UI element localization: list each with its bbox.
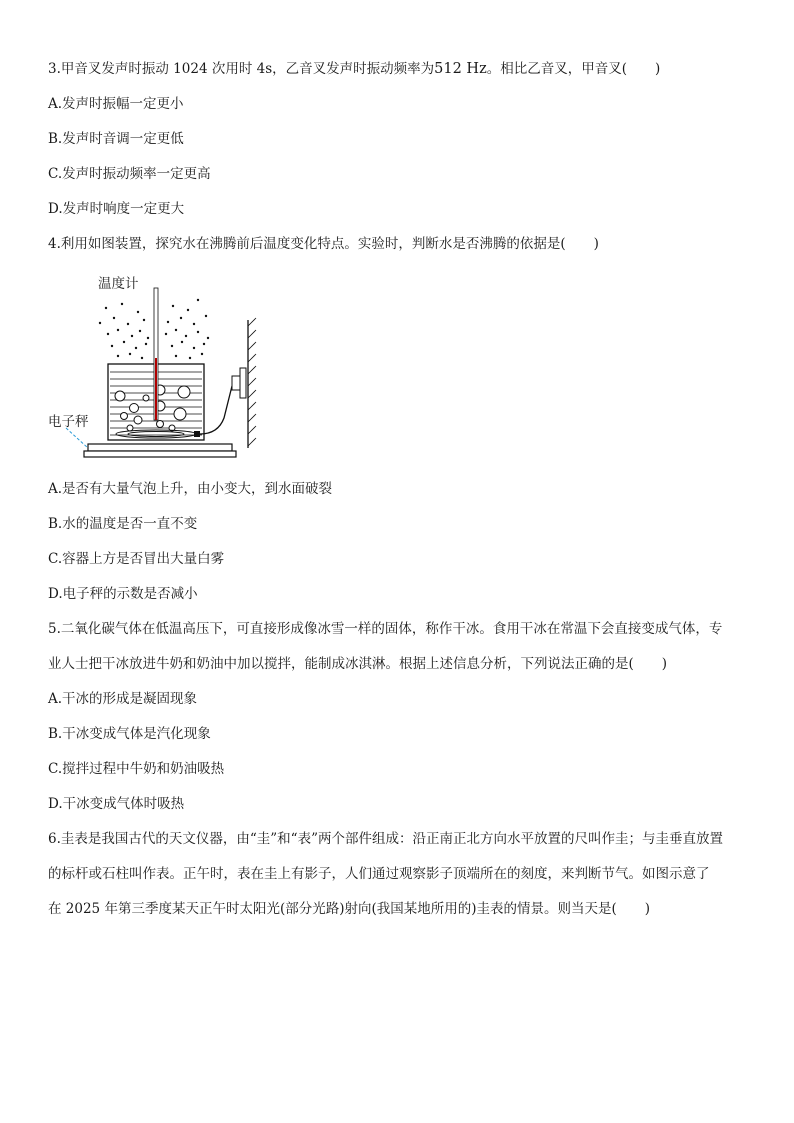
question-3-stem-tail: 。相比乙音叉，甲音叉( — [486, 61, 627, 77]
electronic-scale-base — [84, 451, 236, 457]
socket — [232, 376, 240, 390]
question-5-stem-text: 业人士把干冰放进牛奶和奶油中加以搅拌，能制成冰淇淋。根据上述信息分析，下列说法正确的是( — [48, 656, 634, 672]
apparatus-drawing — [48, 268, 288, 468]
question-6-stem-text: 在 2025 年第三季度某天正午时太阳光(部分光路)射向(我国某地所用的)圭表的情景。则当天是( — [48, 901, 617, 917]
electronic-scale-top — [88, 444, 232, 451]
option-3d: D.发声时响度一定更大 — [48, 201, 185, 217]
option-5d: D.干冰变成气体时吸热 — [48, 796, 185, 812]
answer-paren-close: ) — [655, 61, 661, 77]
answer-paren-close: ) — [593, 236, 599, 252]
question-3 — [48, 52, 748, 227]
bubbles — [115, 385, 190, 431]
question-4-stem — [48, 227, 748, 262]
option-3a: A.发声时振幅一定更小 — [48, 96, 184, 112]
option-3b: B.发声时音调一定更低 — [48, 131, 184, 147]
question-6-stem-line-2: 的标杆或石柱叫作表。正午时，表在圭上有影子，人们通过观察影子顶端所在的刻度，来判断节气。如图示意了 — [48, 866, 710, 882]
answer-paren-close: ) — [644, 901, 651, 917]
option-5c: C.搅拌过程中牛奶和奶油吸热 — [48, 761, 225, 777]
question-5-stem-line-1: 5.二氧化碳气体在低温高压下，可直接形成像冰雪一样的固体，称作干冰。食用干冰在常温下会直接变成气体，专 — [48, 621, 723, 637]
socket-plate — [240, 368, 246, 398]
option-5a: A.干冰的形成是凝固现象 — [48, 691, 198, 707]
option-4a: A.是否有大量气泡上升，由小变大，到水面破裂 — [48, 481, 333, 497]
option-4d: D.电子秤的示数是否减小 — [48, 586, 198, 602]
thermometer-label: 温度计 — [98, 276, 139, 292]
question-5 — [48, 612, 748, 822]
coil-connector — [194, 431, 200, 437]
question-5-stem-line-2 — [48, 647, 748, 682]
scale-label: 电子秤 — [48, 414, 89, 430]
question-4-stem-text: 4.利用如图装置，探究水在沸腾前后温度变化特点。实验时，判断水是否沸腾的依据是( — [48, 236, 566, 252]
question-3-frequency: 512 Hz — [434, 61, 487, 77]
question-6-stem-line-1: 6.圭表是我国古代的天文仪器，由“圭”和“表”两个部件组成：沿正南正北方向水平放置的尺叫作圭；与圭垂直放置 — [48, 831, 723, 847]
boiling-apparatus-figure — [48, 268, 288, 468]
question-3-stem-text: 3.甲音叉发声时振动 1024 次用时 4s，乙音叉发声时振动频率为 — [48, 61, 435, 77]
option-3c: C.发声时振动频率一定更高 — [48, 166, 211, 182]
question-3-stem — [48, 52, 748, 87]
option-4b: B.水的温度是否一直不变 — [48, 516, 198, 532]
question-6-stem-line-3 — [48, 892, 748, 927]
heater-cable — [200, 386, 232, 434]
exam-page — [48, 52, 748, 927]
question-4 — [48, 227, 748, 612]
question-6 — [48, 822, 748, 927]
scale-leader-line — [66, 428, 88, 448]
thermometer-liquid — [155, 358, 157, 420]
option-5b: B.干冰变成气体是汽化现象 — [48, 726, 211, 742]
wall-hatch — [248, 318, 256, 446]
answer-paren-close: ) — [661, 656, 668, 672]
option-4c: C.容器上方是否冒出大量白雾 — [48, 551, 225, 567]
